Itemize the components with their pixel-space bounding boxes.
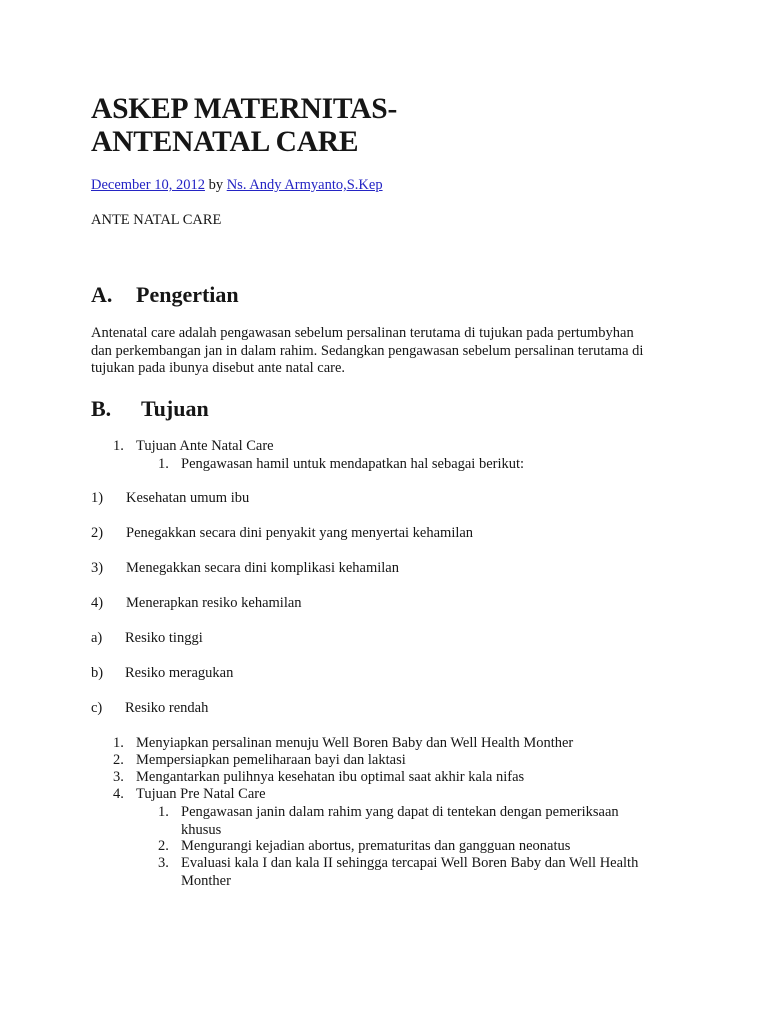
- risk-text: Resiko tinggi: [125, 630, 203, 646]
- post-date-link[interactable]: December 10, 2012: [91, 177, 205, 193]
- list-item-marker: 3.: [113, 769, 124, 785]
- section-a-paragraph: [91, 325, 643, 378]
- paragraph-line: tujukan pada ibunya disebut ante natal care.: [91, 360, 346, 376]
- point-marker: 2): [91, 525, 104, 541]
- risk-marker: b): [91, 665, 104, 681]
- point-text: Menegakkan secara dini komplikasi kehamilan: [126, 560, 399, 576]
- sub-list-item-text: [181, 855, 638, 890]
- list-item-text: Menyiapkan persalinan menuju Well Boren Baby dan Well Health Monther: [136, 735, 574, 751]
- sub-list-item-line: Mengurangi kejadian abortus, prematuritas dan gangguan neonatus: [181, 838, 571, 854]
- paragraph-line: dan perkembangan jan in dalam rahim. Sedangkan pengawasan sebelum persalinan terutama di: [91, 342, 644, 359]
- sub-list-item-line: Evaluasi kala I dan kala II sehingga tercapai Well Boren Baby dan Well Health: [181, 855, 639, 871]
- risk-marker: c): [91, 700, 103, 716]
- author-link[interactable]: Ns. Andy Armyanto,S.Kep: [226, 177, 383, 193]
- sub-list-item-text: [181, 838, 570, 856]
- list-item-marker: 1.: [113, 735, 124, 751]
- section-a-marker: A.: [91, 282, 113, 307]
- post-title-line-2: ANTENATAL CARE: [91, 126, 359, 158]
- list-item-marker: 2.: [113, 752, 124, 768]
- sub-list-item-line: Monther: [181, 872, 231, 889]
- sub-list-item-marker: 1.: [158, 804, 169, 820]
- list-item-text: Mempersiapkan pemeliharaan bayi dan laktasi: [136, 752, 406, 768]
- list-item-text: Mengantarkan pulihnya kesehatan ibu optimal saat akhir kala nifas: [136, 769, 525, 785]
- sub-list-item-marker: 1.: [158, 456, 169, 472]
- section-b-marker: B.: [91, 396, 112, 421]
- point-marker: 1): [91, 490, 104, 506]
- risk-marker: a): [91, 630, 103, 646]
- list-item-marker: 4.: [113, 786, 124, 802]
- list-item-text: Tujuan Ante Natal Care: [136, 438, 274, 454]
- risk-text: Resiko meragukan: [125, 665, 234, 681]
- point-text: Kesehatan umum ibu: [126, 490, 250, 506]
- list-item-marker: 1.: [113, 438, 124, 454]
- post-title-line-1: ASKEP MATERNITAS-: [91, 93, 398, 125]
- point-marker: 3): [91, 560, 104, 576]
- post-title: [91, 93, 397, 159]
- risk-text: Resiko rendah: [125, 700, 209, 716]
- list-item-text: Tujuan Pre Natal Care: [136, 786, 266, 802]
- document-subheading: ANTE NATAL CARE: [91, 212, 222, 228]
- sub-list-item-text: Pengawasan hamil untuk mendapatkan hal sebagai berikut:: [181, 456, 525, 472]
- post-byline: [91, 177, 383, 195]
- point-text: Menerapkan resiko kehamilan: [126, 595, 302, 611]
- sub-list-item-marker: 2.: [158, 838, 169, 854]
- sub-list-item-line: khusus: [181, 821, 222, 838]
- sub-list-item-text: [181, 804, 619, 839]
- byline-by-text: by: [208, 177, 224, 193]
- point-text: Penegakkan secara dini penyakit yang menyertai kehamilan: [126, 525, 474, 541]
- section-a-heading: Pengertian: [136, 282, 239, 307]
- section-b-heading: Tujuan: [141, 396, 209, 421]
- point-marker: 4): [91, 595, 104, 611]
- paragraph-line: Antenatal care adalah pengawasan sebelum persalinan terutama di tujukan pada pertumbyhan: [91, 325, 634, 341]
- sub-list-item-marker: 3.: [158, 855, 169, 871]
- sub-list-item-line: Pengawasan janin dalam rahim yang dapat di tentekan dengan pemeriksaan: [181, 804, 619, 820]
